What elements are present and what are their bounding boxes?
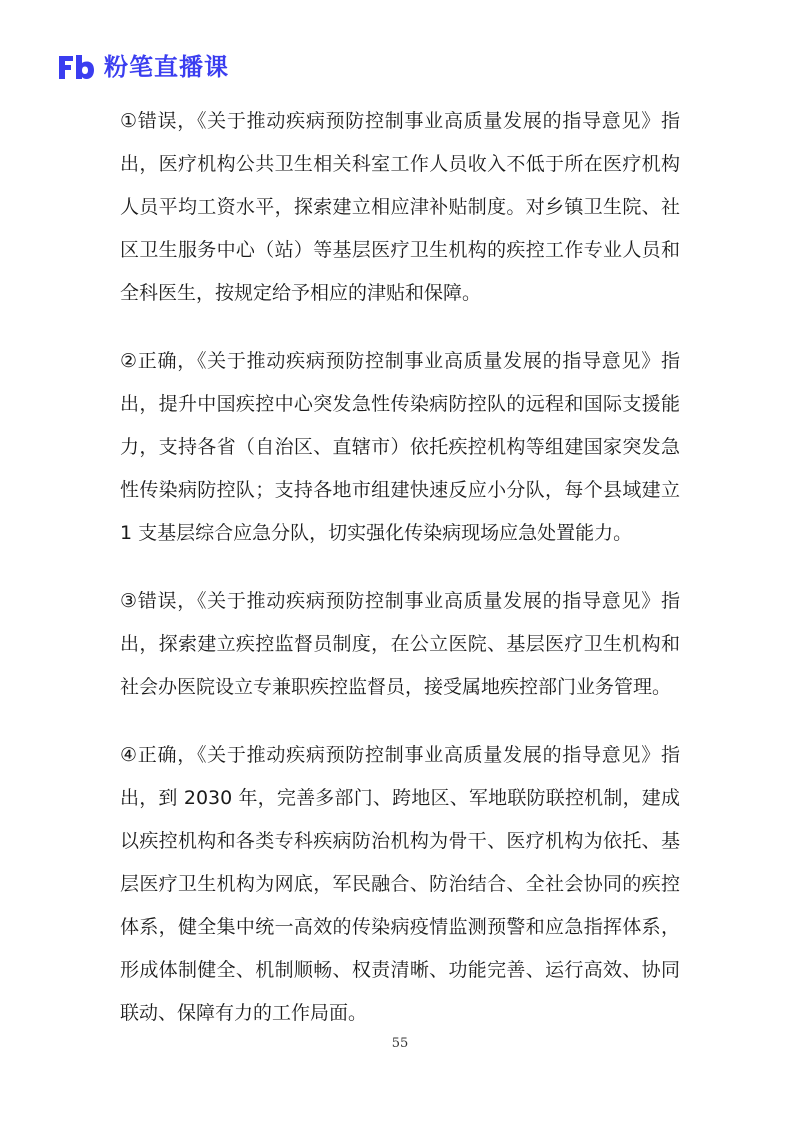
fb-logo-icon [56,52,96,82]
paragraph-2: ②正确，《关于推动疾病预防控制事业高质量发展的指导意见》指出，提升中国疾控中心突发急性传染病防控队的远程和国际支援能力，支持各省（自治区、直辖市）依托疾控机构等组建国家突发急性传染病防控队；支持各地市组建快速反应小分队，每个县域建立 1 支基层综合应急分队，切实强化传染病现场应急处置能力。 [120,350,680,544]
page-number: 55 [391,1036,409,1051]
paragraph-1: ①错误，《关于推动疾病预防控制事业高质量发展的指导意见》指出，医疗机构公共卫生相关科室工作人员收入不低于所在医疗机构人员平均工资水平，探索建立相应津补贴制度。对乡镇卫生院、社区卫生服务中心（站）等基层医疗卫生机构的疾控工作专业人员和全科医生，按规定给予相应的津贴和保障。 [120,110,680,304]
brand-name: 粉笔直播课 [104,53,229,81]
header [56,50,229,84]
paragraph-3: ③错误，《关于推动疾病预防控制事业高质量发展的指导意见》指出，探索建立疾控监督员制度，在公立医院、基层医疗卫生机构和社会办医院设立专兼职疾控监督员，接受属地疾控部门业务管理。 [120,590,680,698]
paragraph-4: ④正确，《关于推动疾病预防控制事业高质量发展的指导意见》指出，到 2030 年，完善多部门、跨地区、军地联防联控机制，建成以疾控机构和各类专科疾病防治机构为骨干、医疗机构为依托、基层医疗卫生机构为网底，军民融合、防治结合、全社会协同的疾控体系，健全集中统一高效的传染病疫情监测预警和应急指挥体系，形成体制健全、机制顺畅、权责清晰、功能完善、运行高效、协同联动、保障有力的工作局面。 [120,744,680,1024]
document-body [120,100,680,1060]
